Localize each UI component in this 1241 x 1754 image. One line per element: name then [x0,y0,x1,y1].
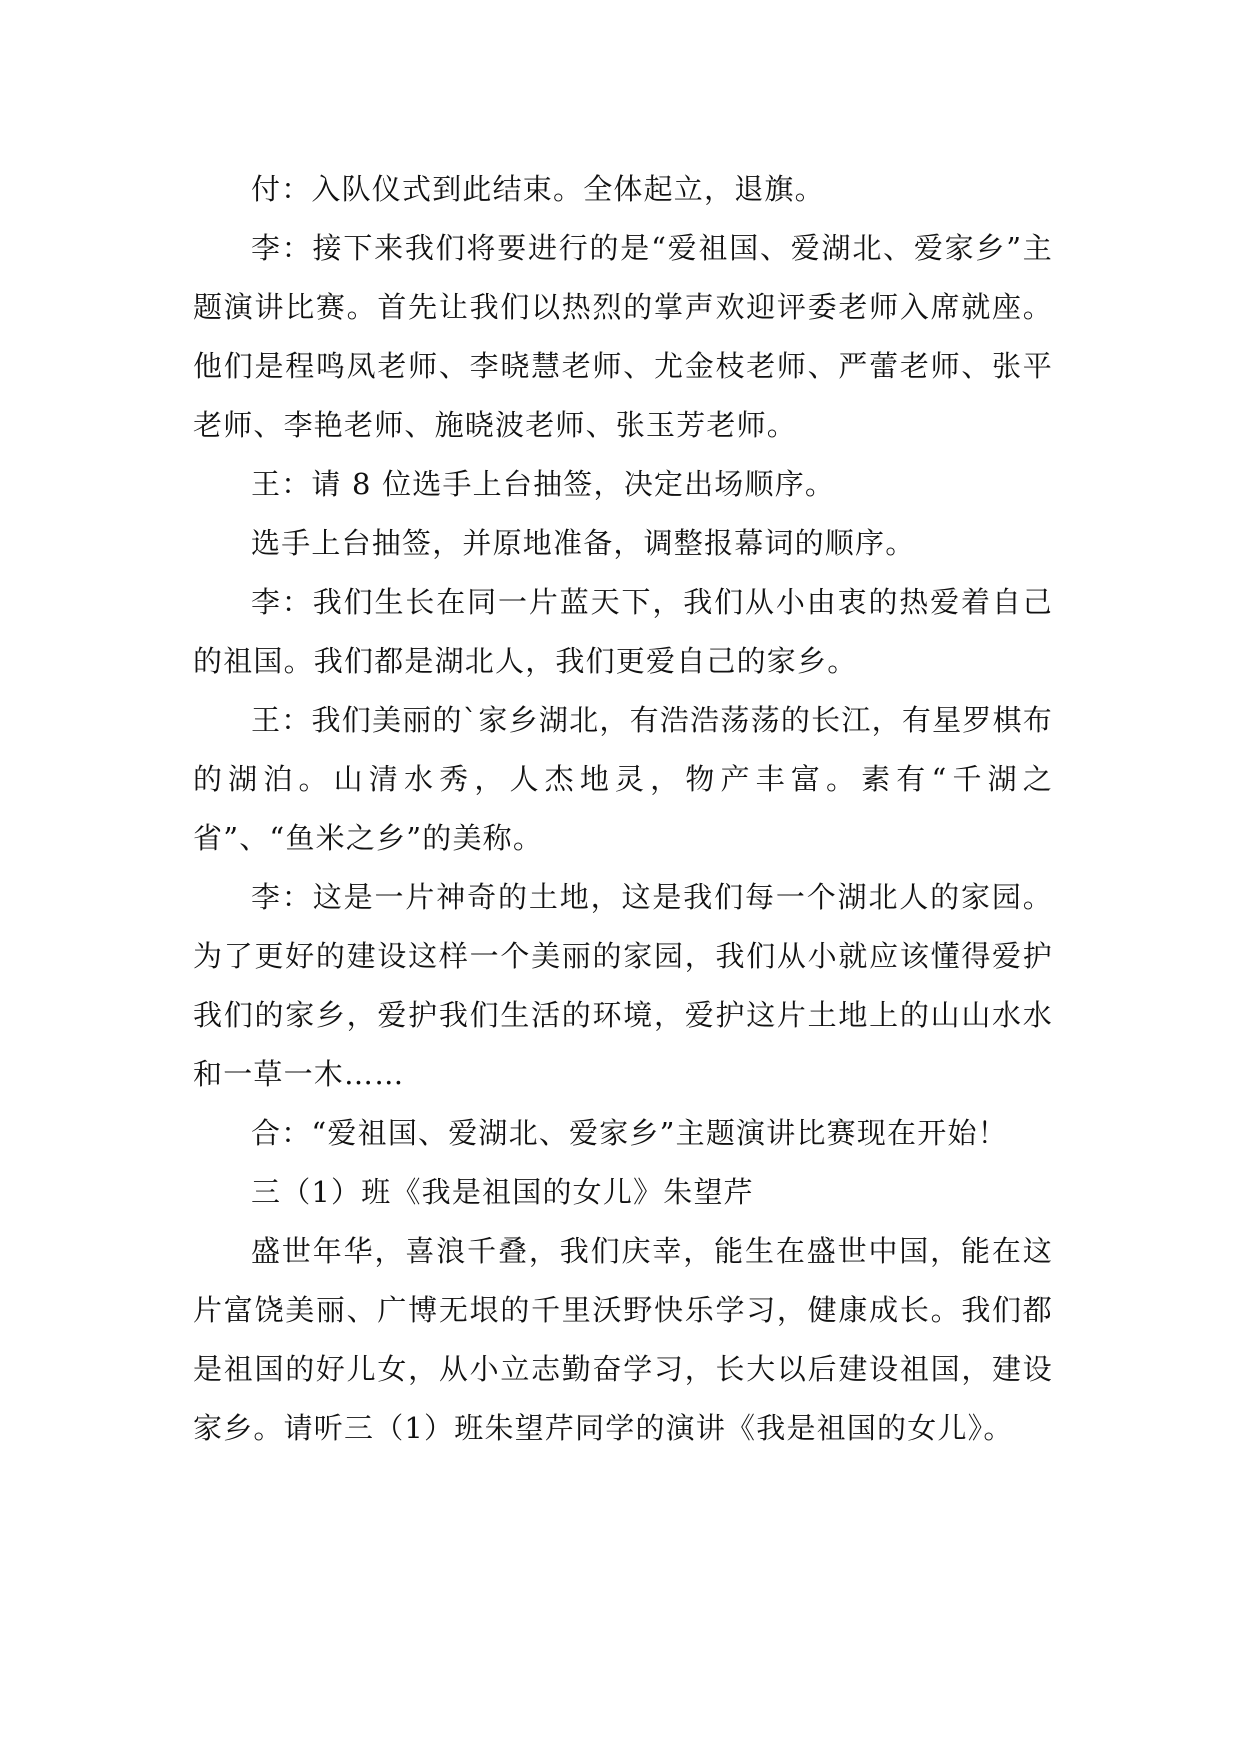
paragraph-love-motherland: 李：我们生长在同一片蓝天下，我们从小由衷的热爱着自己的祖国。我们都是湖北人，我们更爱自己的家乡。 [193,585,1053,678]
paragraph-closing-ceremony: 付：入队仪式到此结束。全体起立，退旗。 [251,172,825,206]
paragraph-competition-start: 合：“爱祖国、爱湖北、爱家乡”主题演讲比赛现在开始！ [251,1116,1008,1150]
paragraph-hubei-description: 王：我们美丽的`家乡湖北，有浩浩荡荡的长江，有星罗棋布的湖泊。山清水秀，人杰地灵，物产丰富。素有“千湖之省”、“鱼米之乡”的美称。 [193,703,1053,855]
paragraph-stage-direction: 选手上台抽签，并原地准备，调整报幕词的顺序。 [251,526,916,560]
paragraph-draw-lots: 王：请 8 位选手上台抽签，决定出场顺序。 [251,467,836,501]
paragraph-judges-intro: 李：接下来我们将要进行的是“爱祖国、爱湖北、爱家乡”主题演讲比赛。首先让我们以热烈的掌声欢迎评委老师入席就座。他们是程鸣凤老师、李晓慧老师、尤金枝老师、严蕾老师、张平老师、李艳老师、施晓波老师、张玉芳老师。 [193,231,1053,442]
document-body [193,160,1053,1458]
paragraph-speech-title: 三（1）班《我是祖国的女儿》朱望芹 [251,1175,754,1209]
paragraph-protect-homeland: 李：这是一片神奇的土地，这是我们每一个湖北人的家园。为了更好的建设这样一个美丽的家园，我们从小就应该懂得爱护我们的家乡，爱护我们生活的环境，爱护这片土地上的山山水水和一草一木…… [193,880,1053,1091]
paragraph-speech-intro: 盛世年华，喜浪千叠，我们庆幸，能生在盛世中国，能在这片富饶美丽、广博无垠的千里沃野快乐学习，健康成长。我们都是祖国的好儿女，从小立志勤奋学习，长大以后建设祖国，建设家乡。请听三（1）班朱望芹同学的演讲《我是祖国的女儿》。 [193,1234,1053,1445]
